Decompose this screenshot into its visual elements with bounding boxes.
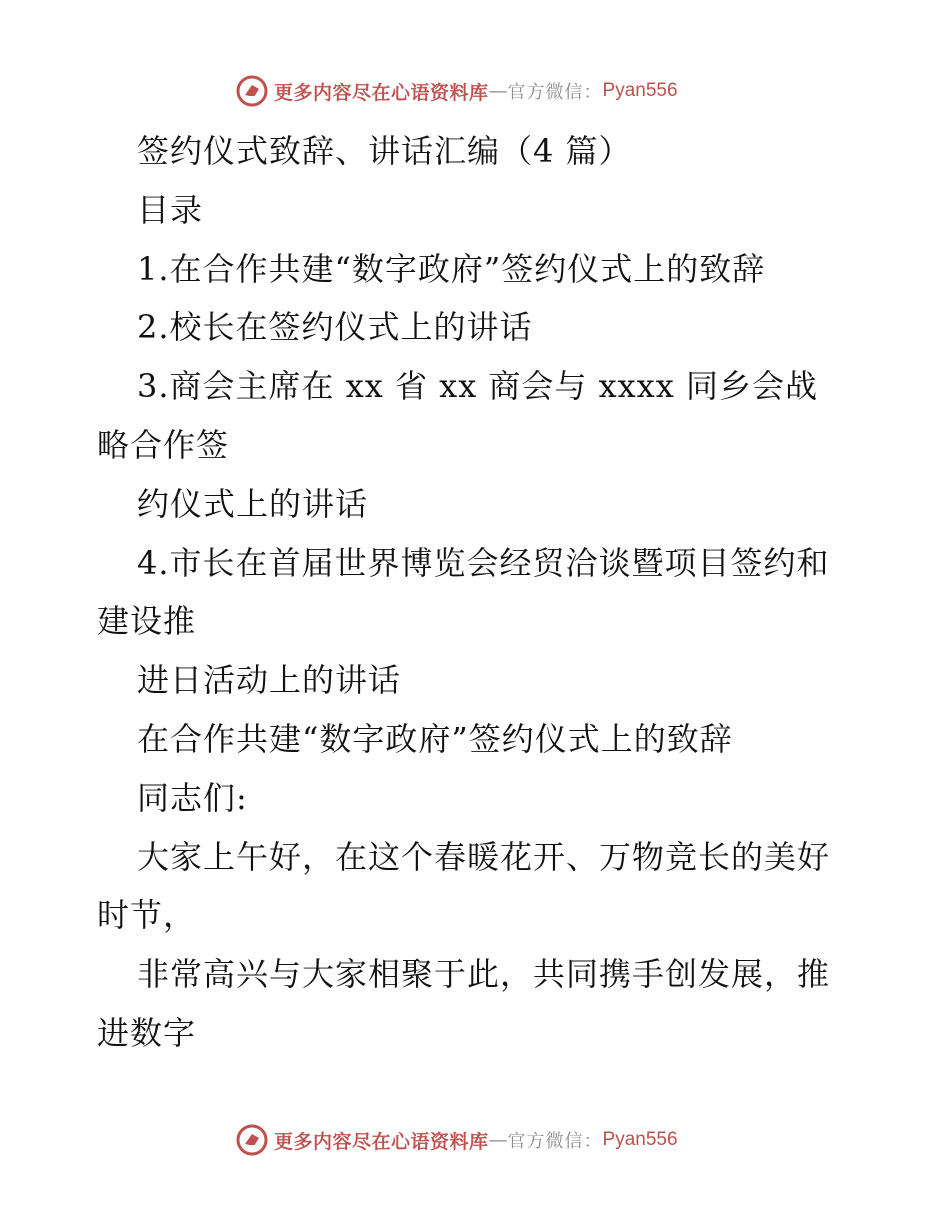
- watermark-dash: —: [488, 80, 508, 102]
- watermark-wechat-id: Pyan556: [602, 80, 678, 101]
- text-line: 在合作共建“数字政府”签约仪式上的致辞: [137, 719, 733, 758]
- watermark-brand: 更多内容尽在心语资料库: [274, 1130, 489, 1153]
- text-line: 签约仪式致辞、讲话汇编（4 篇）: [137, 132, 632, 170]
- text-line: 建设推: [97, 602, 197, 641]
- watermark-label: 官方微信：: [507, 82, 603, 103]
- text-line: 2.校长在签约仪式上的讲话: [137, 308, 533, 347]
- text-line: 时节，: [97, 896, 197, 935]
- text-line: 4.市长在首届世界博览会经贸洽谈暨项目签约和: [137, 543, 830, 582]
- text-line: 非常高兴与大家相聚于此，共同携手创发展，推: [137, 955, 831, 994]
- text-line: 3.商会主席在 xx 省 xx 商会与 xxxx 同乡会战: [137, 367, 818, 406]
- watermark-dash: —: [488, 1129, 508, 1151]
- watermark-wechat-id: Pyan556: [602, 1129, 678, 1150]
- text-line: 约仪式上的讲话: [137, 484, 369, 523]
- text-line: 大家上午好，在这个春暖花开、万物竞长的美好: [137, 837, 831, 876]
- book-logo-icon: [236, 75, 268, 107]
- watermark-label: 官方微信：: [507, 1131, 603, 1152]
- document-body: [97, 122, 867, 1063]
- text-line: 同志们:: [137, 778, 248, 817]
- footer-watermark: [236, 1123, 678, 1157]
- watermark-brand: 更多内容尽在心语资料库: [274, 81, 489, 104]
- header-watermark: [236, 74, 678, 108]
- text-line: 1.在合作共建“数字政府”签约仪式上的致辞: [137, 249, 766, 288]
- text-line: 进数字: [97, 1013, 197, 1052]
- book-logo-icon: [236, 1124, 268, 1156]
- text-line: 略合作签: [97, 425, 230, 464]
- text-line: 目录: [137, 190, 204, 229]
- text-line: 进日活动上的讲话: [137, 661, 402, 700]
